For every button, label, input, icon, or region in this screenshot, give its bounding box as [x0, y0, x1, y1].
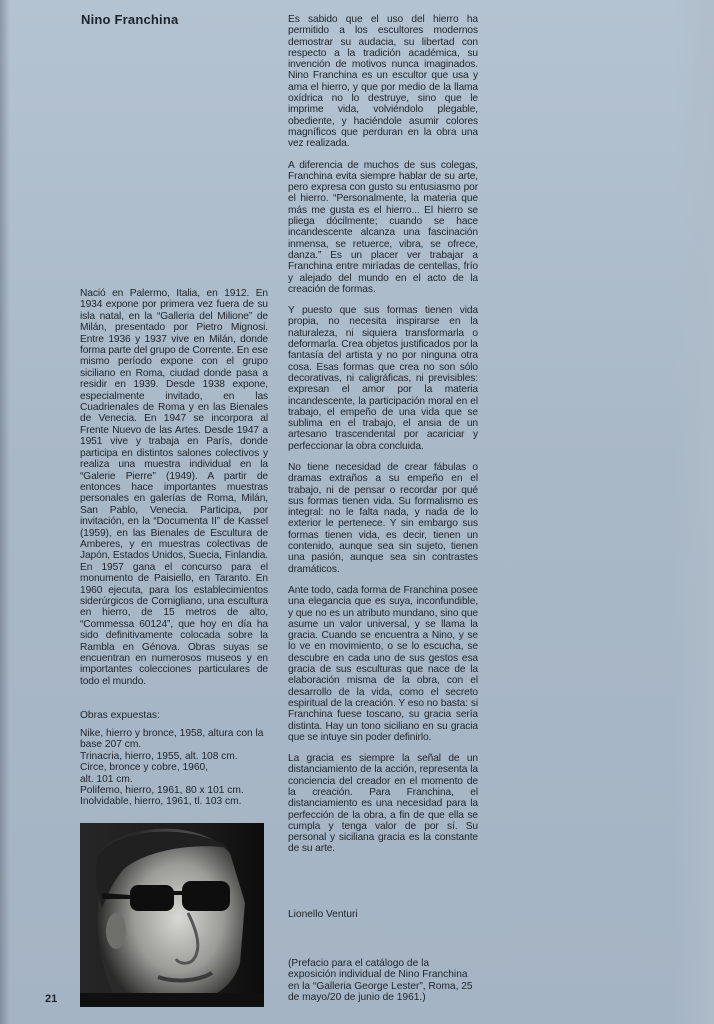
obras-list — [80, 728, 272, 808]
obra-item: Polifemo, hierro, 1961, 80 x 101 cm. — [80, 785, 244, 797]
article-title: Nino Franchina — [81, 12, 179, 27]
obra-item: Nike, hierro y bronce, 1958, altura con la base 207 cm. — [80, 728, 264, 751]
obra-item: Trinacria, hierro, 1955, alt. 108 cm. — [80, 750, 238, 762]
obra-item: Circe, bronce y cobre, 1960, — [80, 762, 208, 774]
essay-paragraph: Es sabido que el uso del hierro ha permitido a los escultores modernos demostrar su audacia, su libertad con respecto a la tradición académica, su invención de motivos nunca imaginados. Nino Franchina es un escultor que usa y ama el hierro, y que por medio de la llama oxídrica no lo destruye, sino que le imprime vida, volviéndolo plegable, obediente, y haciéndole asumir colores magníficos que perduran en la obra una vez realizada. — [288, 14, 478, 150]
essay-paragraph: A diferencia de muchos de sus colegas, Franchina evita siempre hablar de su arte, pero expresa con gusto su entusiasmo por el hierro. “Personalmente, la materia que más me gusta es el hierro... El hierro se pliega dócilmente; cuando se hace incandescente alcanza una fascinación inmensa, se retuerce, vibra, se ofrece, danza.” Es un placer ver trabajar a Franchina entre miríadas de centellas, frío y alejado del mundo en el acto de la creación de formas. — [288, 159, 478, 295]
artist-portrait-photo — [80, 823, 264, 1007]
essay-paragraph: Ante todo, cada forma de Franchina posee una elegancia que es suya, inconfundible, y que no es un atributo mundano, sino que asume un valor universal, y se llama la gracia. Cuando se encuentra a Nino, y se lo ve en movimiento, o se lo escucha, se descubre en cada uno de sus gestos esa gracia de sus esculturas que nace de la elaboración misma de la obra, con el desarrollo de la vida, como el secreto espiritual de la creación. Y eso no basta: si Franchina fuese toscano, su gracia sería distinta. Hay un tono siciliano en su gracia que se intuye sin poder definirlo. — [288, 584, 478, 743]
essay-paragraph: No tiene necesidad de crear fábulas o dramas extraños a su empeño en el trabajo, ni de pensar o recordar por qué sus formas tienen vida. Su formalismo es integral: no le falta nada, y nada de lo exterior le pertenece. Y sin embargo sus formas tienen vida, es decir, tienen un contenido, aunque sea sin sujeto, tienen una pasión, aunque sea sin contrastes dramáticos. — [288, 461, 478, 575]
obra-item: alt. 101 cm. — [80, 773, 133, 785]
essay-signature: Lionello Venturi — [288, 909, 358, 920]
portrait-image — [80, 823, 264, 1007]
page-number: 21 — [45, 993, 58, 1005]
spine-shadow — [0, 0, 10, 1024]
essay-paragraph: La gracia es siempre la señal de un distanciamiento de la acción, representa la conciencia del creador en el momento de la creación. Para Franchina, el distanciamiento es una necesidad para la perfección de la obra, a fin de que ella se cumpla y tenga valor de por sí. Su personal y siciliana gracia es la constante de su arte. — [288, 753, 478, 855]
essay-paragraph: Y puesto que sus formas tienen vida propia, no necesita inspirarse en la naturaleza, ni siquiera transformarla o deformarla. Crea objetos justificados por la fantasía del artista y no por ninguna otra cosa. Esas formas que crea no son sólo decorativas, ni caligráficas, ni previsibles: expresan el amor por la materia incandescente, la participación moral en el trabajo, el empeño de una vida que se sublima en el trabajo, el ansia de un artesano trascendental por acariciar y perfeccionar la obra concluida. — [288, 305, 478, 452]
essay-footnote: (Prefacio para el catálogo de la exposición individual de Nino Franchina en la “Galleria George Lester”, Roma, 25 de mayo/20 de junio de 1961.) — [288, 958, 473, 1003]
obras-heading: Obras expuestas: — [80, 710, 160, 721]
page-edge-fade — [674, 0, 714, 1024]
biography-text: Nació en Palermo, Italia, en 1912. En 1934 expone por primera vez fuera de su isla natal, en la “Galleria del Milione” de Milán, presentado por Pietro Mignosi. Entre 1936 y 1937 vive en Milán, donde forma parte del grupo de Corrente. En ese mismo período expone con el grupo siciliano en Roma, ciudad donde pasa a residir en 1939. Desde 1938 expone, especialmente invitado, en las Cuadrienales de Roma y en las Bienales de Venecia. En 1947 se incorpora al Frente Nuevo de las Artes. Desde 1947 a 1951 vive y trabaja en París, donde participa en distintos salones colectivos y realiza una muestra individual en la “Galerie Pierre” (1949). A partir de entonces hace importantes muestras personales en galerías de Roma, Milán, San Pablo, Venecia. Participa, por invitación, en la “Documenta II” de Kassel (1959), en las Bienales de Escultura de Amberes, y en muestras colectivas de Japón, Estados Unidos, Suecia, Finlandia. En 1957 gana el concurso para el monumento de Paisiello, en Taranto. En 1960 ejecuta, para los establecimientos siderúrgicos de Corniglianо, una escultura en hierro, de 15 metros de alto, “Commessa 60124”, que hoy en día ha sido definitivamente colocada sobre la Rambla en Génova. Obras suyas se encuentran en numerosos museos y en importantes colecciones particulares de todo el mundo. — [80, 288, 268, 687]
essay-column — [288, 14, 478, 865]
biography-column — [80, 288, 268, 687]
obra-item: Inolvidable, hierro, 1961, tl. 103 cm. — [80, 796, 242, 808]
